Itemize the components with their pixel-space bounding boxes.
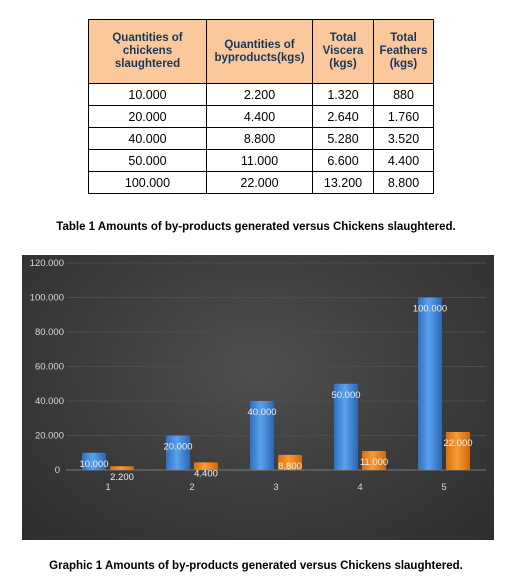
- header-total-feathers: Total Feathers (kgs): [374, 20, 434, 84]
- table-cell: 4.400: [207, 106, 313, 128]
- table-cell: 20.000: [89, 106, 207, 128]
- table-row: [89, 172, 434, 194]
- table-cell: 8.800: [374, 172, 434, 194]
- table-cell: 13.200: [313, 172, 374, 194]
- table-row: [89, 150, 434, 172]
- table-cell: 2.640: [313, 106, 374, 128]
- table-cell: 22.000: [207, 172, 313, 194]
- x-tick-label: 4: [357, 482, 363, 493]
- y-tick-label: 80.000: [34, 327, 64, 338]
- bar-chart: [22, 255, 494, 540]
- x-tick-label: 5: [441, 482, 447, 493]
- header-total-viscera: Total Viscera (kgs): [313, 20, 374, 84]
- y-tick-label: 120.000: [29, 258, 64, 269]
- byproducts-table: [88, 19, 434, 194]
- bar-chart-panel: [22, 255, 494, 540]
- bar-chickens-slaughtered: [418, 298, 442, 471]
- table-row: [89, 84, 434, 106]
- table-caption: Table 1 Amounts of by-products generated versus Chickens slaughtered.: [56, 221, 456, 233]
- data-label: 22.000: [443, 438, 473, 450]
- data-label: 10.000: [79, 458, 109, 470]
- y-tick-label: 40.000: [34, 396, 64, 407]
- y-tick-label: 100.000: [29, 292, 64, 304]
- table-row: [89, 106, 434, 128]
- table-row: [89, 128, 434, 150]
- table-cell: 4.400: [374, 150, 434, 172]
- table-cell: 880: [374, 84, 434, 106]
- table-cell: 11.000: [207, 150, 313, 172]
- table-cell: 6.600: [313, 150, 374, 172]
- table-cell: 5.280: [313, 128, 374, 150]
- x-tick-label: 1: [105, 482, 111, 493]
- header-byproducts: Quantities of byproducts(kgs): [207, 20, 313, 84]
- data-label: 20.000: [163, 441, 193, 453]
- table-cell: 40.000: [89, 128, 207, 150]
- y-tick-label: 0: [54, 465, 60, 476]
- table-cell: 100.000: [89, 172, 207, 194]
- table-cell: 8.800: [207, 128, 313, 150]
- table-cell: 10.000: [89, 84, 207, 106]
- x-tick-label: 3: [273, 482, 279, 493]
- table-cell: 3.520: [374, 128, 434, 150]
- header-chickens-slaughtered: Quantities of chickens slaughtered: [89, 20, 207, 84]
- data-label: 8.800: [278, 460, 302, 472]
- data-label: 40.000: [247, 407, 277, 418]
- table-header-row: [89, 20, 434, 84]
- table-cell: 1.320: [313, 84, 374, 106]
- data-label: 100.000: [412, 303, 448, 315]
- bar-byproducts: [110, 466, 134, 470]
- y-tick-label: 60.000: [34, 361, 64, 373]
- data-label: 11.000: [359, 457, 389, 469]
- y-tick-label: 20.000: [34, 430, 64, 442]
- x-tick-label: 2: [189, 482, 195, 493]
- table-cell: 2.200: [207, 84, 313, 106]
- table-cell: 1.760: [374, 106, 434, 128]
- data-label: 4.400: [194, 468, 218, 480]
- chart-caption: Graphic 1 Amounts of by-products generated versus Chickens slaughtered.: [49, 560, 463, 572]
- data-label: 2.200: [110, 472, 134, 484]
- table-cell: 50.000: [89, 150, 207, 172]
- data-label: 50.000: [331, 389, 361, 401]
